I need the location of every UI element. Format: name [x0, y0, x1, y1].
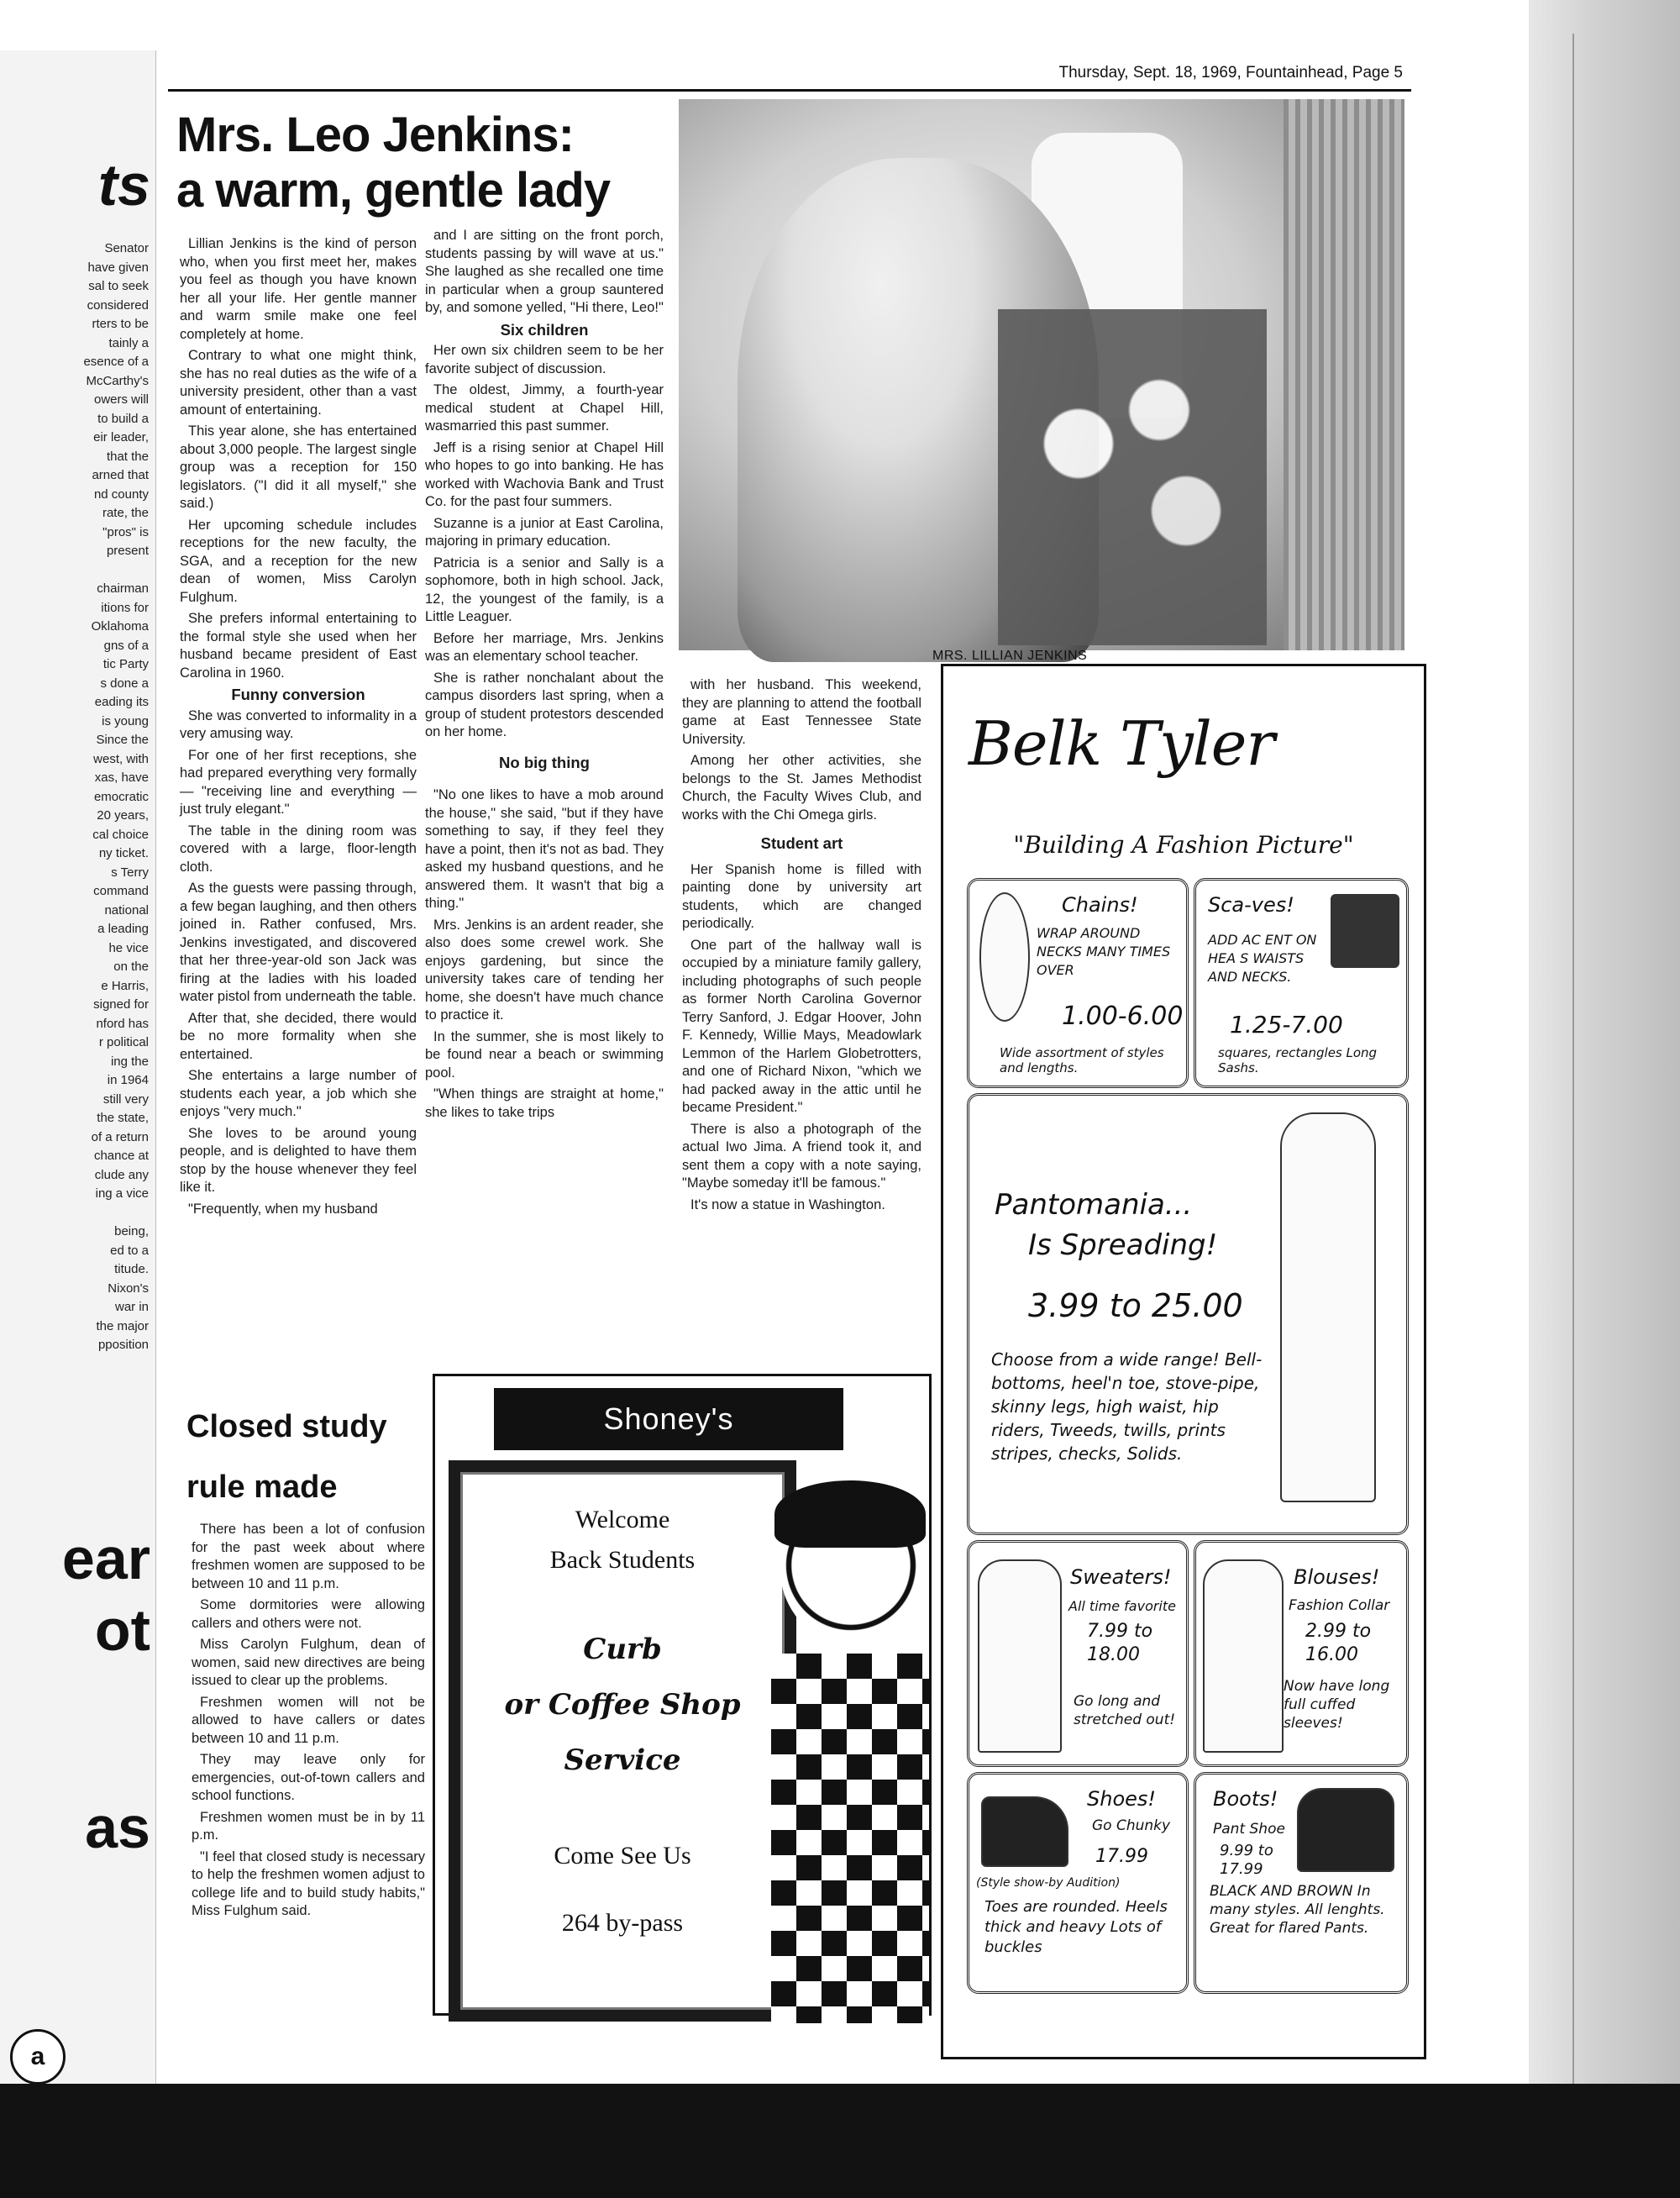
closed-study-headline — [186, 1396, 430, 1517]
sweater-sketch — [978, 1559, 1062, 1753]
paragraph: Lillian Jenkins is the kind of person who, when you first meet her, makes you feel as though you have known her all your life. Her gentle manner and warm smile make one feel completely at home. — [180, 236, 417, 342]
left-ad-fragment-1: ear — [61, 1526, 150, 1591]
chains-desc: WRAP AROUND NECKS MANY TIMES OVER — [1037, 925, 1171, 978]
sign-welcome: Welcome — [575, 1506, 670, 1533]
paragraph: It's now a statue in Washington. — [690, 1196, 885, 1212]
subhead-no-big-thing: No big thing — [499, 753, 590, 771]
paragraph: She prefers informal entertaining to the formal style she used when her husband became president of East Carolina in 1960. — [180, 611, 417, 681]
left-text-line: Nixon's — [108, 1280, 149, 1296]
model-sketch — [1280, 1112, 1376, 1502]
shoneys-ad — [433, 1374, 932, 2016]
left-text-line: pposition — [97, 1338, 149, 1352]
sweaters-panel — [967, 1540, 1189, 1767]
scan-border — [0, 2084, 1680, 2198]
left-text-line: "pros" is — [102, 524, 149, 539]
shoes-price: 17.99 — [1095, 1846, 1148, 1867]
sign-back-students: Back Students — [549, 1546, 696, 1574]
left-text-line: tic Party — [102, 657, 149, 671]
paragraph: As the guests were passing through, a few began laughing, and then others joined in. Rather confused, Mrs. Jenkins investigated, and discovered that her three-year-old son Jack was firing at the ladies with his loaded water pistol from underneath the table. — [180, 881, 417, 1004]
left-text-line: r political — [98, 1035, 149, 1049]
article-column-1 — [180, 235, 417, 1222]
belk-tyler-logo: Belk Tyler — [969, 708, 1274, 779]
portrait-photo — [679, 99, 1404, 650]
boots-price: 9.99 to 17.99 — [1220, 1842, 1273, 1878]
sweaters-title: Sweaters! — [1070, 1565, 1172, 1589]
left-text-line: cal choice — [92, 827, 149, 842]
paragraph: Her Spanish home is filled with painting done by university art students, which are changed periodically. — [682, 861, 921, 931]
left-text-line: s done a — [100, 676, 149, 691]
paragraph: Her own six children seem to be her favorite subject of discussion. — [425, 343, 664, 376]
paragraph: Jeff is a rising senior at Chapel Hill who hopes to go into banking. He has worked with Wachovia Bank and Trust Co. for the past four summers. — [425, 439, 664, 509]
belk-tagline: "Building A Fashion Picture" — [1013, 831, 1354, 859]
shoe-sketch — [981, 1796, 1068, 1867]
mascot-checkered-overalls — [771, 1654, 929, 2023]
left-text-line: have given — [87, 260, 149, 275]
left-ad-fragment-3: as — [85, 1795, 150, 1860]
left-text-line: Oklahoma — [91, 619, 149, 634]
photo-caption: MRS. LILLIAN JENKINS — [932, 649, 1088, 663]
left-text-line: chairman — [97, 581, 149, 596]
left-text-line: eading its — [94, 695, 149, 709]
paragraph: Miss Carolyn Fulghum, dean of women, said new directives are being issued to clear up the problems. — [192, 1637, 425, 1688]
closed-study-column — [192, 1521, 425, 1924]
paragraph: "When things are straight at home," she likes to take trips — [425, 1086, 664, 1120]
column-3b-paragraphs — [682, 861, 921, 1215]
column-2a-paragraphs — [425, 227, 664, 318]
left-text-line: 20 years, — [97, 808, 149, 823]
paragraph: She loves to be around young people, and is delighted to have them stop by the house whenever they feel like it. — [180, 1125, 417, 1195]
left-text-line: Since the — [96, 733, 149, 747]
paragraph: The table in the dining room was covered with a large, floor-length cloth. — [180, 823, 417, 875]
left-text-line: Senator — [104, 241, 149, 255]
boots-title: Boots! — [1213, 1787, 1278, 1811]
subhead-funny-conversion: Funny conversion — [231, 686, 365, 703]
paragraph: In the summer, she is most likely to be found near a beach or swimming pool. — [425, 1028, 664, 1081]
sign-come-see-us: Come See Us — [554, 1842, 691, 1869]
scarves-price: 1.25-7.00 — [1230, 1011, 1343, 1039]
left-text-line: ed to a — [110, 1243, 149, 1258]
scarves-note: squares, rectangles Long Sashs. — [1218, 1045, 1378, 1075]
paragraph: Mrs. Jenkins is an ardent reader, she also does some crewel work. She enjoys gardening, but since the university takes care of tending her home, she doesn't have much chance to practice it. — [425, 917, 664, 1023]
blouses-price: 2.99 to 16.00 — [1305, 1621, 1372, 1665]
shoes-note-1: (Style show-by Audition) — [976, 1876, 1121, 1890]
necklace-sketch — [979, 892, 1030, 1022]
left-text-line: sal to seek — [88, 279, 149, 293]
left-text-line: he vice — [108, 940, 149, 955]
left-text-line: rters to be — [92, 317, 149, 331]
shoneys-name-bar: Shoney's — [494, 1388, 843, 1450]
left-text-line: itions for — [101, 600, 149, 615]
paragraph: Some dormitories were allowing callers and others were not. — [192, 1597, 425, 1631]
left-text-line: tainly a — [108, 335, 149, 350]
article-column-2 — [425, 227, 664, 1125]
left-text-line: of a return — [91, 1129, 149, 1144]
paragraph: Contrary to what one might think, she has no real duties as the wife of a university president, other than a vast amount of entertaining. — [180, 348, 417, 418]
closed-study-paragraphs — [192, 1521, 425, 1921]
left-text-line: clude any — [94, 1167, 149, 1182]
scarves-desc: ADD AC ENT ON HEA S WAISTS AND NECKS. — [1208, 932, 1317, 985]
blouses-desc: Fashion Collar — [1289, 1597, 1390, 1614]
pants-title-2: Is Spreading! — [1028, 1228, 1218, 1262]
big-boy-mascot — [771, 1485, 929, 2013]
shoneys-sign — [449, 1460, 796, 2022]
paragraph: She was converted to informality in a very amusing way. — [180, 707, 417, 741]
left-text-line: titude. — [114, 1262, 149, 1276]
service-logo: a — [10, 2029, 66, 2085]
pants-title-1: Pantomania... — [995, 1188, 1193, 1222]
paragraph: Suzanne is a junior at East Carolina, majoring in primary education. — [425, 515, 664, 549]
paragraph: After that, she decided, there would be no more formality when she entertained. — [180, 1010, 417, 1062]
belk-tyler-ad — [941, 664, 1426, 2059]
left-text-line: considered — [87, 297, 149, 313]
mascot-hair — [774, 1480, 926, 1548]
left-text-line: in 1964 — [107, 1073, 149, 1087]
paragraph: There has been a lot of confusion for the past week about where freshmen women are supposed to be between 10 and 11 p.m. — [192, 1522, 425, 1591]
paragraph: There is also a photograph of the actual Iwo Jima. A friend took it, and sent them a copy with a note saying, "Maybe someday it'll be famous." — [682, 1121, 921, 1191]
paragraph: Freshmen women must be in by 11 p.m. — [192, 1809, 425, 1843]
left-text-line: to build a — [97, 411, 149, 426]
scarves-title: Sca-ves! — [1208, 893, 1294, 917]
paragraph: They may leave only for emergencies, out-of-town callers and school functions. — [192, 1752, 425, 1803]
shoes-title: Shoes! — [1087, 1787, 1157, 1811]
spine-line — [1572, 34, 1574, 2084]
paragraph: This year alone, she has entertained about 3,000 people. The largest single group was a reception for 150 legislators. ("I did it all myself," she said.) — [180, 423, 417, 511]
chains-panel — [967, 878, 1189, 1088]
chains-title: Chains! — [1062, 893, 1138, 917]
shoes-desc: Go Chunky — [1092, 1817, 1171, 1834]
left-text-line: nford has — [96, 1016, 149, 1031]
scarves-panel — [1194, 878, 1409, 1088]
sign-curb: Curb — [583, 1633, 662, 1666]
sweaters-desc: All time favorite — [1068, 1598, 1176, 1614]
paragraph: She entertains a large number of students each year, a job which she enjoys "very much." — [180, 1068, 417, 1119]
left-text-line: national — [104, 902, 149, 918]
left-text-line: arned that — [92, 468, 149, 482]
left-column-fragment — [83, 239, 149, 1355]
left-text-line: gns of a — [103, 638, 149, 653]
pants-desc: Choose from a wide range! Bell-bottoms, heel'n toe, stove-pipe, skinny legs, high waist, hip riders, Tweeds, twills, prints stripes, checks, Solids. — [991, 1349, 1263, 1464]
closed-study-headline-2: rule made — [186, 1470, 338, 1505]
column-1-paragraphs — [180, 235, 417, 682]
subhead-student-art: Student art — [760, 834, 843, 852]
headline-line-2: a warm, gentle lady — [176, 163, 611, 218]
sign-coffee-shop: or Coffee Shop — [504, 1688, 741, 1722]
sweaters-note: Go long and stretched out! — [1074, 1693, 1176, 1728]
sign-service: Service — [564, 1743, 681, 1777]
column-3a-paragraphs — [682, 676, 921, 824]
left-text-line: ing the — [110, 1054, 149, 1069]
left-text-line: emocratic — [93, 789, 149, 804]
left-text-line: s Terry — [111, 865, 149, 880]
left-text-line: the major — [96, 1318, 149, 1333]
paragraph: with her husband. This weekend, they are planning to attend the football game at East Tennessee State University. — [682, 677, 921, 747]
left-text-line: the state, — [97, 1111, 149, 1125]
page-folio: Thursday, Sept. 18, 1969, Fountainhead, Page 5 — [1058, 64, 1403, 82]
headline-line-1: Mrs. Leo Jenkins: — [176, 108, 574, 162]
paragraph: For one of her first receptions, she had prepared everything very formally — "receiving line and everything — just truly elegant." — [180, 747, 417, 817]
left-text-line: xas, have — [94, 770, 149, 785]
page-spine — [1529, 0, 1680, 2198]
article-headline — [176, 108, 680, 218]
blouses-panel — [1194, 1540, 1409, 1767]
left-text-line: on the — [113, 960, 149, 974]
subhead-six-children: Six children — [500, 320, 589, 339]
paragraph: and I are sitting on the front porch, students passing by will wave at us." She laughed as she recalled one time in particular when a group sauntered by, and somone yelled, "Hi there, Leo!" — [425, 228, 664, 315]
left-text-line: still very — [102, 1091, 149, 1107]
left-text-line: McCarthy's — [86, 373, 149, 388]
chains-price: 1.00-6.00 — [1062, 1002, 1184, 1031]
left-text-line: signed for — [93, 997, 149, 1012]
left-text-line: command — [93, 884, 149, 898]
shoes-note-2: Toes are rounded. Heels thick and heavy Lots of buckles — [984, 1898, 1168, 1956]
boots-panel — [1194, 1772, 1409, 1994]
blouses-title: Blouses! — [1294, 1565, 1380, 1589]
scarf-sketch — [1331, 894, 1399, 968]
left-text-line: west, with — [93, 751, 149, 766]
chains-note: Wide assortment of styles and lengths. — [1000, 1045, 1164, 1075]
left-text-line: a leading — [97, 922, 149, 936]
boots-note: BLACK AND BROWN In many styles. All lenghts. Great for flared Pants. — [1210, 1883, 1385, 1937]
boots-desc: Pant Shoe — [1213, 1821, 1285, 1838]
paragraph: Her upcoming schedule includes receptions for the new faculty, the SGA, and a reception for the new dean of women, Miss Carolyn Fulghum. — [180, 517, 417, 605]
left-headline-fragment: ts — [97, 152, 150, 218]
left-text-line: that the — [106, 449, 149, 464]
left-text-line: being, — [114, 1224, 149, 1238]
pants-panel — [967, 1093, 1409, 1535]
boot-sketch — [1297, 1788, 1394, 1872]
sweaters-price: 7.99 to 18.00 — [1087, 1621, 1153, 1665]
sign-address: 264 by-pass — [561, 1909, 684, 1937]
blouses-note: Now have long full cuffed sleeves! — [1284, 1678, 1390, 1732]
paragraph: Before her marriage, Mrs. Jenkins was an elementary school teacher. — [425, 630, 664, 664]
left-text-line: ing a vice — [95, 1186, 149, 1201]
paragraph: "Frequently, when my husband — [188, 1201, 378, 1217]
flower-arrangement — [998, 309, 1267, 645]
paragraph: "I feel that closed study is necessary to help the freshmen women adjust to college life and to build study habits," Miss Fulghum said. — [192, 1848, 425, 1918]
left-text-line: chance at — [93, 1149, 149, 1163]
paragraph: One part of the hallway wall is occupied by a miniature family gallery, including photographs of such people as former North Carolina Governor Terry Sanford, J. Edgar Hoover, John F. Kennedy, Willie Mays, Meadowlark Lemmon of the Harlem Globetrotters, and one of Richard Nixon, "which we had packed away in the attic until he became President." — [682, 937, 921, 1115]
closed-study-headline-1: Closed study — [186, 1409, 387, 1444]
curtain-shape — [1284, 99, 1404, 650]
column-2b-paragraphs — [425, 342, 664, 742]
paragraph: She is rather nonchalant about the campus disorders last spring, when a group of student protestors descended on her home. — [425, 670, 664, 739]
column-1b-paragraphs — [180, 707, 417, 1219]
left-text-line: nd county — [93, 486, 149, 502]
left-text-line: owers will — [93, 392, 149, 407]
paragraph: The oldest, Jimmy, a fourth-year medical student at Chapel Hill, wasmarried this past summer. — [425, 382, 664, 434]
blouse-sketch — [1203, 1559, 1284, 1753]
left-text-line — [83, 561, 149, 581]
shoes-panel — [967, 1772, 1189, 1994]
left-ad-fragment-2: ot — [94, 1597, 150, 1663]
left-text-line: is young — [102, 713, 149, 728]
left-text-line: present — [106, 544, 149, 558]
left-text-line: ny ticket. — [98, 846, 149, 860]
paragraph: Among her other activities, she belongs to the St. James Methodist Church, the Faculty Wives Club, and works with the Chi Omega girls. — [682, 753, 921, 823]
left-text-line: eir leader, — [93, 430, 149, 444]
left-text-line: war in — [114, 1300, 149, 1314]
left-text-line — [83, 1204, 149, 1223]
pants-price: 3.99 to 25.00 — [1028, 1287, 1243, 1324]
left-text-line: e Harris, — [101, 978, 149, 993]
paragraph: Patricia is a senior and Sally is a sophomore, both in high school. Jack, 12, the youngest of the family, is a Little Leaguer. — [425, 555, 664, 624]
header-rule — [168, 89, 1411, 92]
column-2c-paragraphs — [425, 786, 664, 1122]
left-text-line: esence of a — [83, 355, 149, 369]
article-column-3 — [682, 676, 921, 1217]
left-text-line: rate, the — [102, 506, 149, 520]
paragraph: "No one likes to have a mob around the house," she said, "but if they have something to say, if they feel they have a point, then it's not as bad. They asked my husband questions, and he answered them. It wasn't that big a thing." — [425, 787, 664, 911]
left-facing-page — [0, 50, 156, 2084]
paragraph: Freshmen women will not be allowed to have callers or dates between 10 and 11 p.m. — [192, 1694, 425, 1746]
